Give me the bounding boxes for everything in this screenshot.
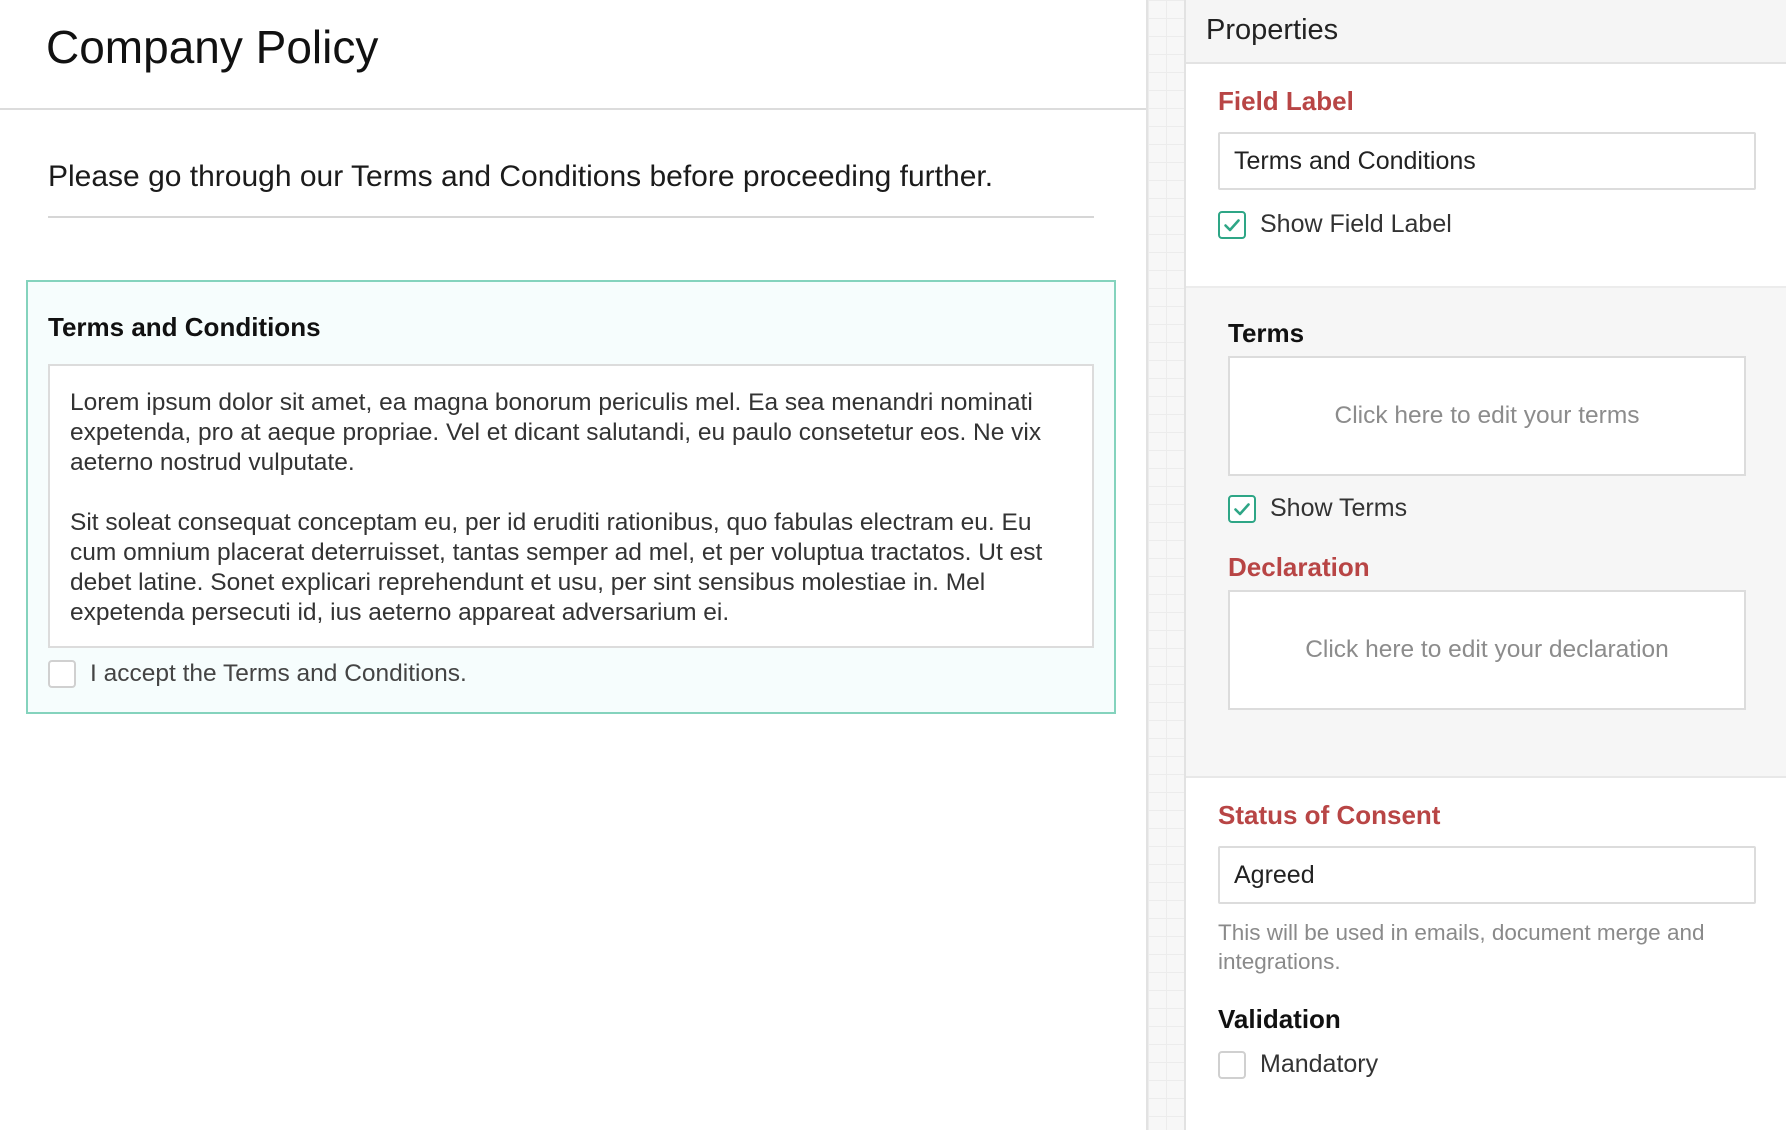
consent-status-input[interactable]: Agreed <box>1218 846 1756 904</box>
panel-title: Properties <box>1206 14 1339 46</box>
edit-terms-box[interactable]: Click here to edit your terms <box>1228 356 1746 476</box>
show-field-label-text[interactable]: Show Field Label <box>1260 210 1452 238</box>
field-label-input[interactable]: Terms and Conditions <box>1218 132 1756 190</box>
form-title-bar <box>0 0 1146 110</box>
consent-heading: Status of Consent <box>1218 800 1441 830</box>
consent-section <box>1186 778 1786 1130</box>
terms-field-label: Terms and Conditions <box>48 312 321 342</box>
accept-label[interactable]: I accept the Terms and Conditions. <box>90 660 467 687</box>
declaration-heading: Declaration <box>1228 552 1370 582</box>
panel-divider <box>1146 0 1186 1130</box>
accept-row[interactable] <box>48 660 467 688</box>
show-terms-row[interactable] <box>1228 494 1407 523</box>
show-field-label-checkbox[interactable] <box>1218 211 1246 239</box>
validation-heading: Validation <box>1218 1004 1341 1034</box>
panel-header <box>1186 0 1786 64</box>
mandatory-checkbox[interactable] <box>1218 1051 1246 1079</box>
edit-declaration-box[interactable]: Click here to edit your declaration <box>1228 590 1746 710</box>
checkmark-icon <box>1232 499 1252 519</box>
terms-paragraph: Sit soleat consequat conceptam eu, per id eruditi rationibus, quo fabulas electram eu. Eu cum omnium placerat deterruisset, tantas semper ad mel, et per voluptua tractatos. Ut est debet latine. Sonet explicari reprehendunt et usu, per sint sensibus molestiae in. Mel expetenda persecuti id, ius aeterno appareat adversarium ei. <box>70 509 1043 626</box>
mandatory-row[interactable] <box>1218 1050 1378 1079</box>
terms-field-card[interactable] <box>26 280 1116 714</box>
mandatory-label[interactable]: Mandatory <box>1260 1050 1379 1078</box>
intro-text[interactable]: Please go through our Terms and Conditions before proceeding further. <box>48 160 1094 218</box>
accept-checkbox[interactable] <box>48 660 76 688</box>
show-terms-checkbox[interactable] <box>1228 495 1256 523</box>
field-label-section <box>1186 64 1786 288</box>
checkmark-icon <box>1222 215 1242 235</box>
form-title[interactable]: Company Policy <box>46 21 379 73</box>
field-label-heading: Field Label <box>1218 86 1354 116</box>
properties-panel <box>1186 0 1786 1130</box>
show-terms-text[interactable]: Show Terms <box>1270 494 1408 522</box>
terms-text-box[interactable] <box>48 364 1094 648</box>
terms-paragraph: Lorem ipsum dolor sit amet, ea magna bonorum periculis mel. Ea sea menandri nominati expetenda, pro at aeque propriae. Vel et dicant salutandi, eu paulo consetetur eos. Ne vix aeterno nostrud vulputate. <box>70 389 1042 476</box>
terms-heading: Terms <box>1228 318 1305 348</box>
show-field-label-row[interactable] <box>1218 210 1452 239</box>
terms-section <box>1186 288 1786 778</box>
consent-help-text: This will be used in emails, document merge and integrations. <box>1218 920 1705 974</box>
